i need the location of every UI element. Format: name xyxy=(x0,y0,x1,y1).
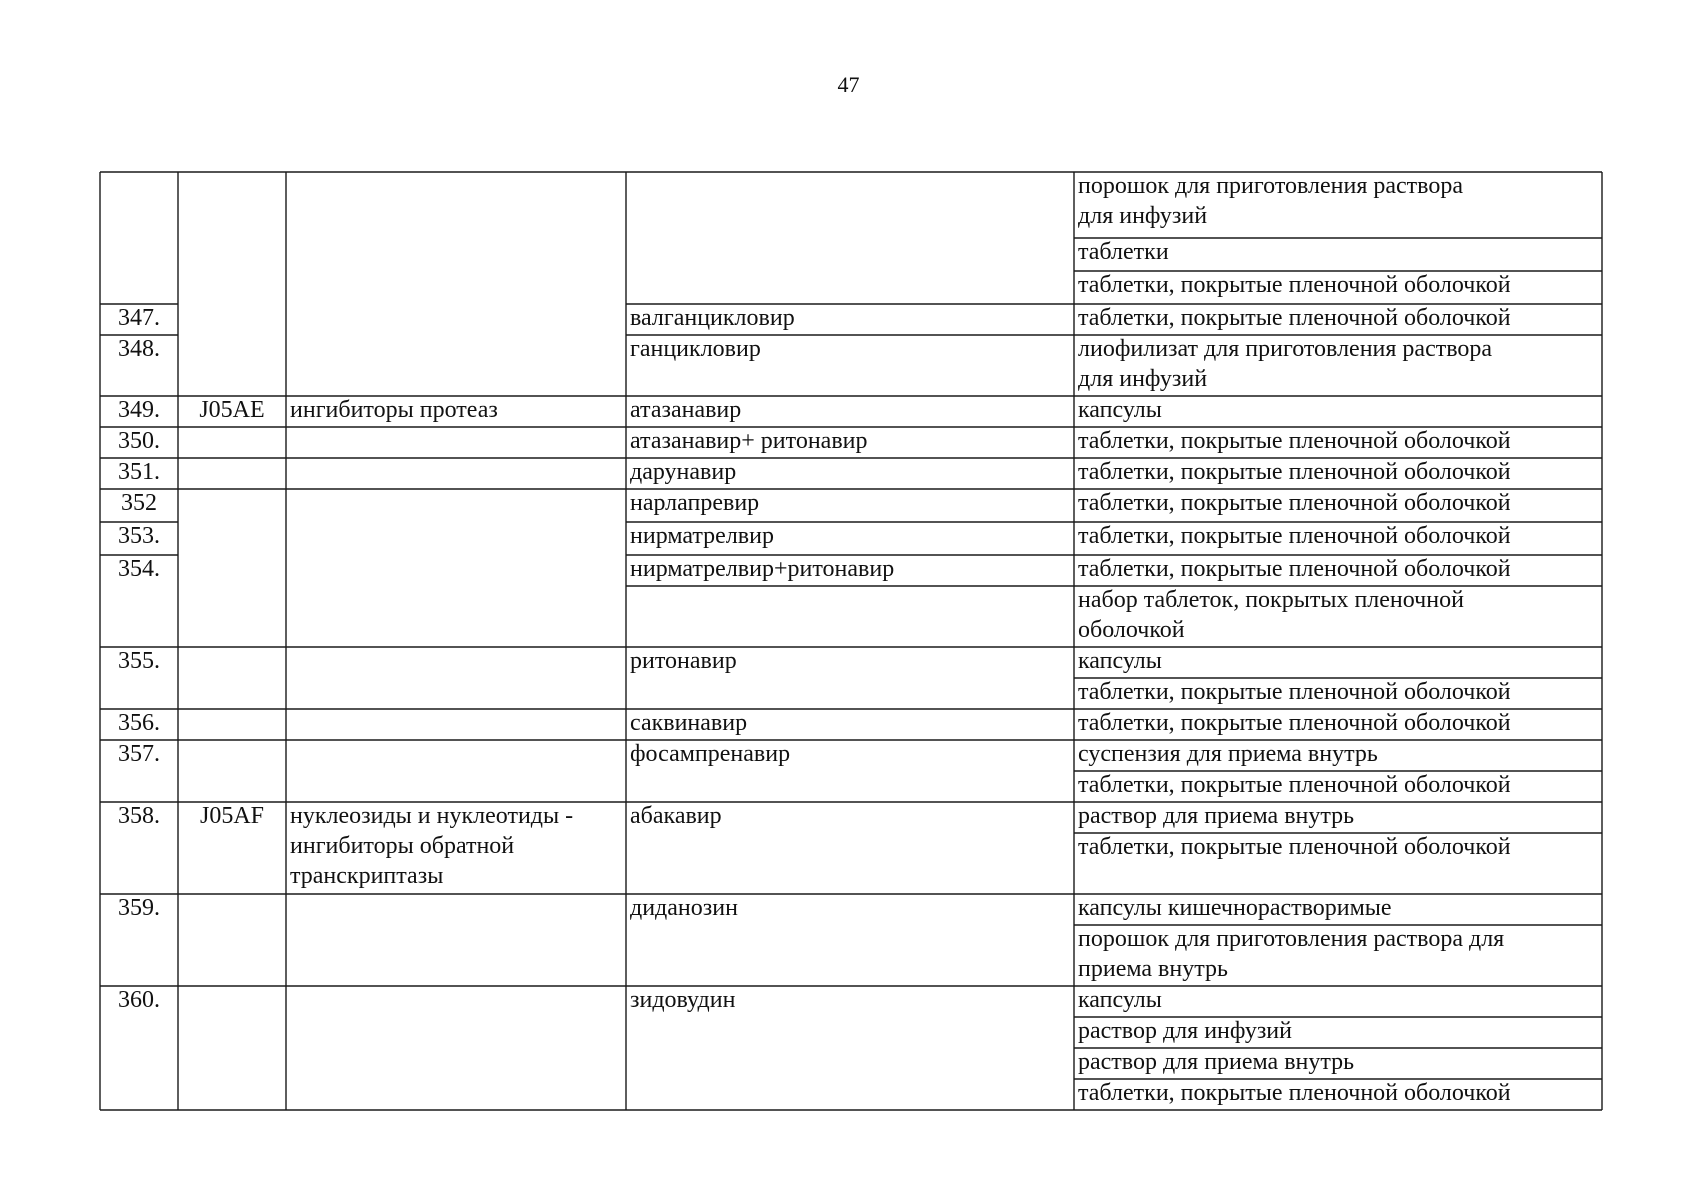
medication-table xyxy=(100,172,1602,1110)
table-cell-name: дарунавир xyxy=(630,459,737,485)
page-number: 47 xyxy=(837,72,860,97)
table-cell-form: порошок для приготовления раствора для инфузий xyxy=(1078,173,1463,229)
table-cell-form: таблетки, покрытые пленочной оболочкой xyxy=(1078,428,1511,454)
table-cell-form: таблетки, покрытые пленочной оболочкой xyxy=(1078,710,1511,736)
table-cell-form: капсулы xyxy=(1078,987,1162,1013)
table-cell-name: валганцикловир xyxy=(630,305,795,331)
table-cell-form: раствор для приема внутрь xyxy=(1078,1049,1355,1075)
table-cell-num: 357. xyxy=(118,741,160,767)
table-cell-form: капсулы xyxy=(1078,397,1162,423)
table-cell-form: таблетки, покрытые пленочной оболочкой xyxy=(1078,490,1511,516)
table-cell-name: атазанавир xyxy=(630,397,742,423)
table-cell-form: таблетки, покрытые пленочной оболочкой xyxy=(1078,523,1511,549)
table-cell-num: 358. xyxy=(118,803,160,829)
table-cell-num: 355. xyxy=(118,648,160,674)
table-cell-form: раствор для инфузий xyxy=(1078,1018,1292,1044)
table-cell-name: нирматрелвир xyxy=(630,523,774,549)
table-cell-form: раствор для приема внутрь xyxy=(1078,803,1355,829)
table-cell-num: 359. xyxy=(118,895,160,921)
table-cell-form: таблетки, покрытые пленочной оболочкой xyxy=(1078,556,1511,582)
table-cell-form: лиофилизат для приготовления раствора для инфузий xyxy=(1078,336,1493,392)
table-cell-name: атазанавир+ ритонавир xyxy=(630,428,868,454)
table-cell-form: капсулы xyxy=(1078,648,1162,674)
table-cell-name: нирматрелвир+ритонавир xyxy=(630,556,895,582)
table-cell-num: 353. xyxy=(118,523,160,549)
table-cell-name: нарлапревир xyxy=(630,490,760,516)
table-cell-form: таблетки, покрытые пленочной оболочкой xyxy=(1078,772,1511,798)
table-cell-form: таблетки, покрытые пленочной оболочкой xyxy=(1078,459,1511,485)
table-cell-group: ингибиторы протеаз xyxy=(290,397,498,423)
table-cell-form: порошок для приготовления раствора для приема внутрь xyxy=(1078,926,1505,982)
table-cell-num: 352 xyxy=(121,490,157,516)
table-cell-form: таблетки, покрытые пленочной оболочкой xyxy=(1078,834,1511,860)
table-cell-name: диданозин xyxy=(630,895,738,921)
table-cell-num: 349. xyxy=(118,397,160,423)
table-cell-num: 348. xyxy=(118,336,160,362)
table-cell-form: капсулы кишечнорастворимые xyxy=(1078,895,1392,921)
table-cell-num: 354. xyxy=(118,556,160,582)
table-cell-num: 347. xyxy=(118,305,160,331)
table-cell-form: таблетки, покрытые пленочной оболочкой xyxy=(1078,305,1511,331)
table-cell-name: зидовудин xyxy=(630,987,736,1013)
table-cell-name: ритонавир xyxy=(630,648,737,674)
table-cell-name: абакавир xyxy=(630,803,722,829)
table-cell-form: таблетки, покрытые пленочной оболочкой xyxy=(1078,272,1511,298)
table-cell-form: таблетки, покрытые пленочной оболочкой xyxy=(1078,1080,1511,1106)
table-cell-code: J05AF xyxy=(199,803,265,829)
table-cell-name: фосампренавир xyxy=(630,741,791,767)
table-cell-num: 351. xyxy=(118,459,160,485)
table-cell-form: суспензия для приема внутрь xyxy=(1078,741,1378,767)
table-cell-form: таблетки, покрытые пленочной оболочкой xyxy=(1078,679,1511,705)
table-cell-name: саквинавир xyxy=(630,710,748,736)
table-cell-num: 360. xyxy=(118,987,160,1013)
table-cell-code: J05AE xyxy=(199,397,265,423)
table-cell-num: 356. xyxy=(118,710,160,736)
table-cell-form: набор таблеток, покрытых пленочной оболочкой xyxy=(1078,587,1464,643)
table-cell-form: таблетки xyxy=(1078,239,1169,265)
table-cell-name: ганцикловир xyxy=(630,336,761,362)
table-cell-group: нуклеозиды и нуклеотиды - ингибиторы обратной транскриптазы xyxy=(290,803,574,889)
table-cell-num: 350. xyxy=(118,428,160,454)
